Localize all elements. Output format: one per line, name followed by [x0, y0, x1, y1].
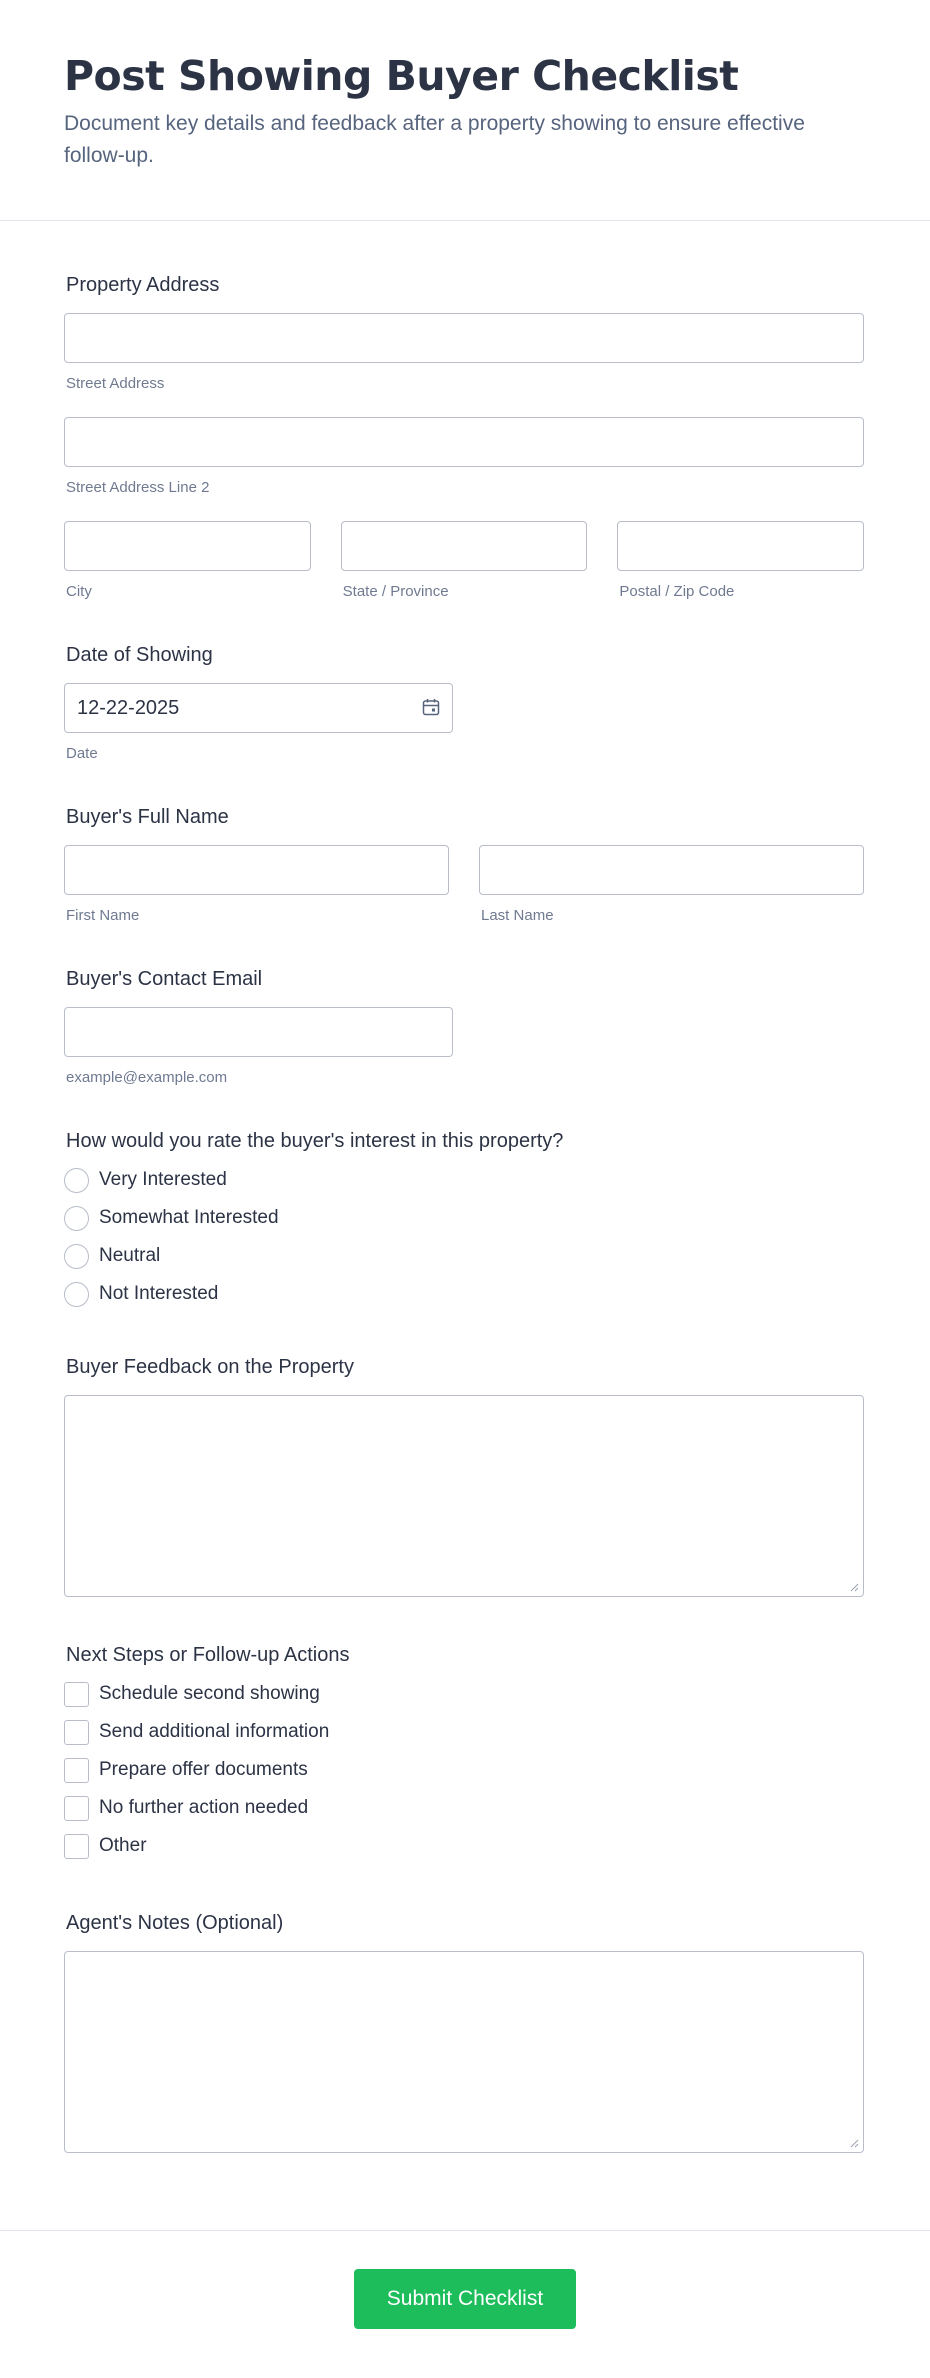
checkbox[interactable] [64, 1682, 89, 1707]
name-row [64, 845, 864, 925]
interest-field [64, 1127, 864, 1313]
property-address-field [64, 271, 864, 601]
date-input[interactable] [64, 683, 453, 733]
buyer-email-label: Buyer's Contact Email [66, 968, 263, 990]
agent-notes-field [64, 1909, 864, 2153]
resize-grip-icon[interactable] [849, 1582, 859, 1592]
checkbox-option-label: No further action needed [99, 1797, 309, 1818]
radio-button[interactable] [64, 1168, 89, 1193]
state-input[interactable] [341, 521, 588, 571]
checkbox-option-label: Prepare offer documents [99, 1759, 308, 1780]
checkbox-option[interactable] [64, 1713, 864, 1751]
checkbox-option[interactable] [64, 1751, 864, 1789]
city-input[interactable] [64, 521, 311, 571]
buyer-name-label: Buyer's Full Name [66, 806, 229, 828]
calendar-icon[interactable] [422, 698, 440, 716]
last-name-input[interactable] [479, 845, 864, 895]
checkbox-option-label: Send additional information [99, 1721, 330, 1742]
checkbox-option[interactable] [64, 1675, 864, 1713]
next-steps-options [64, 1675, 864, 1865]
street-address-input[interactable] [64, 313, 864, 363]
zip-input[interactable] [617, 521, 864, 571]
street-address-line2-sublabel: Street Address Line 2 [66, 479, 210, 496]
city-sublabel: City [66, 583, 92, 600]
date-of-showing-label: Date of Showing [66, 644, 213, 666]
feedback-label: Buyer Feedback on the Property [66, 1356, 354, 1378]
checkbox[interactable] [64, 1758, 89, 1783]
form-footer [0, 2230, 930, 2378]
submit-button[interactable]: Submit Checklist [354, 2269, 576, 2329]
form-body [0, 221, 930, 2153]
feedback-textarea[interactable] [64, 1395, 864, 1597]
radio-option[interactable] [64, 1161, 864, 1199]
radio-button[interactable] [64, 1244, 89, 1269]
interest-options [64, 1161, 864, 1313]
first-name-sublabel: First Name [66, 907, 140, 924]
buyer-email-field [64, 965, 864, 1087]
resize-grip-icon[interactable] [849, 2138, 859, 2148]
city-state-zip-row [64, 521, 864, 601]
state-sublabel: State / Province [342, 583, 449, 600]
next-steps-field [64, 1641, 864, 1865]
next-steps-label: Next Steps or Follow-up Actions [66, 1644, 350, 1666]
zip-sublabel: Postal / Zip Code [619, 583, 735, 600]
page-title: Post Showing Buyer Checklist [64, 52, 739, 100]
checkbox[interactable] [64, 1796, 89, 1821]
page-subtitle: Document key details and feedback after a property showing to ensure effective follow-up. [64, 112, 805, 167]
radio-option[interactable] [64, 1275, 864, 1313]
radio-option-label: Very Interested [99, 1169, 227, 1190]
first-name-input[interactable] [64, 845, 449, 895]
email-input[interactable] [64, 1007, 453, 1057]
agent-notes-label: Agent's Notes (Optional) [66, 1912, 284, 1934]
radio-option-label: Somewhat Interested [99, 1207, 279, 1228]
checkbox[interactable] [64, 1834, 89, 1859]
form-header [0, 0, 930, 221]
checkbox[interactable] [64, 1720, 89, 1745]
date-sublabel: Date [66, 745, 98, 762]
agent-notes-textarea[interactable] [64, 1951, 864, 2153]
checkbox-option[interactable] [64, 1827, 864, 1865]
last-name-sublabel: Last Name [481, 907, 554, 924]
radio-option[interactable] [64, 1237, 864, 1275]
email-sublabel: example@example.com [66, 1069, 228, 1086]
radio-option-label: Neutral [99, 1245, 161, 1266]
radio-button[interactable] [64, 1282, 89, 1307]
buyer-name-field [64, 803, 864, 925]
street-address-line2-input[interactable] [64, 417, 864, 467]
date-value: 12-22-2025 [77, 696, 180, 719]
radio-option-label: Not Interested [99, 1283, 219, 1304]
checkbox-option[interactable] [64, 1789, 864, 1827]
radio-option[interactable] [64, 1199, 864, 1237]
feedback-field [64, 1353, 864, 1597]
checkbox-option-label: Other [99, 1835, 147, 1856]
checkbox-option-label: Schedule second showing [99, 1683, 320, 1704]
property-address-label: Property Address [66, 274, 220, 296]
date-of-showing-field [64, 641, 864, 763]
street-address-sublabel: Street Address [66, 375, 165, 392]
interest-label: How would you rate the buyer's interest in this property? [66, 1130, 564, 1152]
radio-button[interactable] [64, 1206, 89, 1231]
